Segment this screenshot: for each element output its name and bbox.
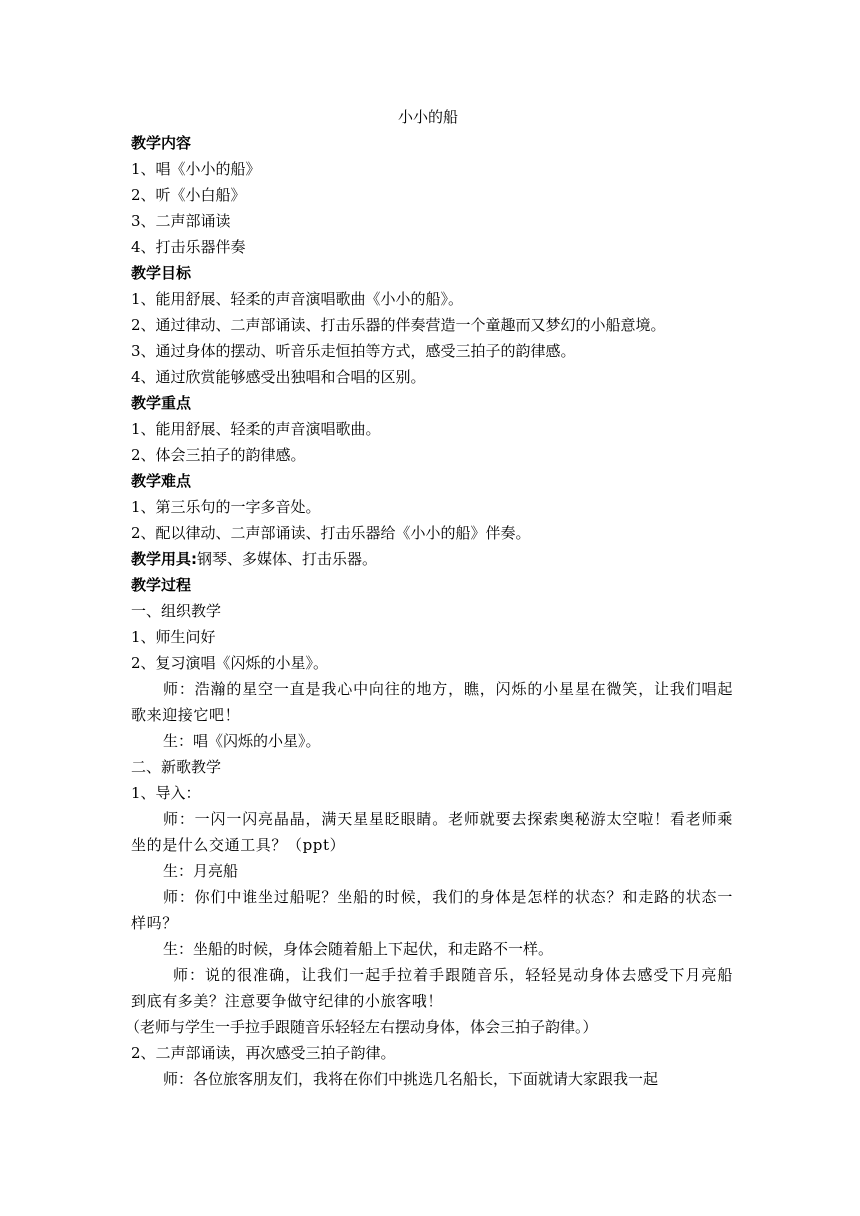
process-step: 1、师生问好 — [131, 628, 216, 646]
process-step: 2、二声部诵读，再次感受三拍子韵律。 — [131, 1044, 396, 1062]
student-dialogue: 生：坐船的时候，身体会随着船上下起伏，和走路不一样。 — [163, 940, 554, 958]
teacher-dialogue: 师：浩瀚的星空一直是我心中向往的地方，瞧，闪烁的小星星在微笑，让我们唱起歌来迎接它吧！ — [131, 680, 733, 724]
tools-line — [131, 546, 733, 572]
content-item: 1、唱《小小的船》 — [131, 160, 261, 178]
process-step: 一、组织教学 — [131, 602, 222, 620]
heading-goals: 教学目标 — [131, 264, 192, 282]
heading-difficulty: 教学难点 — [131, 472, 192, 490]
heading-key-points: 教学重点 — [131, 394, 192, 412]
key-point-item: 1、能用舒展、轻柔的声音演唱歌曲。 — [131, 420, 381, 438]
student-dialogue: 生：月亮船 — [163, 862, 239, 880]
heading-process: 教学过程 — [131, 576, 192, 594]
stage-direction: （老师与学生一手拉手跟随音乐轻轻左右摆动身体，体会三拍子韵律。） — [125, 1018, 598, 1036]
process-step: 二、新歌教学 — [131, 758, 222, 776]
goal-item: 1、能用舒展、轻柔的声音演唱歌曲《小小的船》。 — [131, 290, 464, 308]
content-item: 2、听《小白船》 — [131, 186, 246, 204]
goal-item: 2、通过律动、二声部诵读、打击乐器的伴奏营造一个童趣而又梦幻的小船意境。 — [131, 316, 666, 334]
process-step: 2、复习演唱《闪烁的小星》。 — [131, 654, 329, 672]
goal-item: 4、通过欣赏能够感受出独唱和合唱的区别。 — [131, 368, 426, 386]
tools-text: 钢琴、多媒体、打击乐器。 — [197, 550, 378, 568]
teacher-dialogue: 师：你们中谁坐过船呢？坐船的时候，我们的身体是怎样的状态？和走路的状态一样吗？ — [131, 888, 733, 932]
document-page — [125, 104, 733, 1092]
student-dialogue: 生：唱《闪烁的小星》。 — [163, 732, 321, 750]
goal-item: 3、通过身体的摆动、听音乐走恒拍等方式，感受三拍子的韵律感。 — [131, 342, 576, 360]
content-item: 4、打击乐器伴奏 — [131, 238, 246, 256]
heading-content: 教学内容 — [131, 134, 192, 152]
difficulty-item: 1、第三乐句的一字多音处。 — [131, 498, 321, 516]
document-title: 小小的船 — [397, 108, 458, 126]
difficulty-item: 2、配以律动、二声部诵读、打击乐器给《小小的船》伴奏。 — [131, 524, 531, 542]
key-point-item: 2、体会三拍子的韵律感。 — [131, 446, 306, 464]
process-step: 1、导入： — [131, 784, 201, 802]
content-item: 3、二声部诵读 — [131, 212, 231, 230]
teacher-dialogue: 师：各位旅客朋友们，我将在你们中挑选几名船长，下面就请大家跟我一起 — [163, 1070, 659, 1088]
teacher-dialogue: 师：一闪一闪亮晶晶，满天星星眨眼睛。老师就要去探索奥秘游太空啦！看老师乘坐的是什么交通工具？（ppt） — [131, 810, 733, 854]
teacher-dialogue: 师：说的很准确，让我们一起手拉着手跟随音乐，轻轻晃动身体去感受下月亮船到底有多美？注意要争做守纪律的小旅客哦！ — [131, 966, 733, 1010]
tools-label: 教学用具: — [131, 550, 197, 568]
